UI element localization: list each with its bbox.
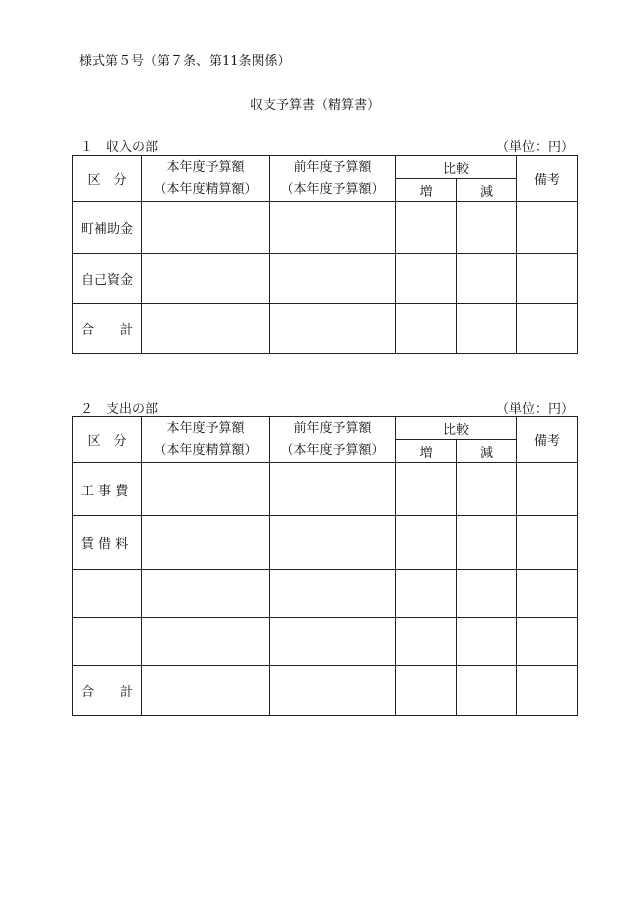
cell xyxy=(396,618,457,666)
cell xyxy=(517,304,578,354)
row-label: 町補助金 xyxy=(73,202,142,254)
cell xyxy=(457,202,517,254)
cell xyxy=(270,570,396,618)
cell xyxy=(142,202,270,254)
row-label xyxy=(73,618,142,666)
header-increase: 増 xyxy=(396,440,457,463)
cell xyxy=(270,666,396,716)
cell xyxy=(142,516,270,570)
header-remarks: 備考 xyxy=(517,156,578,202)
table-row xyxy=(73,666,578,716)
cell xyxy=(270,304,396,354)
cell xyxy=(457,570,517,618)
table-row xyxy=(73,516,578,570)
cell xyxy=(396,570,457,618)
cell xyxy=(457,618,517,666)
cell xyxy=(517,463,578,516)
cell xyxy=(457,516,517,570)
income-section-heading: １ 収入の部 xyxy=(80,140,159,155)
cell xyxy=(270,254,396,304)
cell xyxy=(396,516,457,570)
income-table xyxy=(72,155,578,354)
form-number: 様式第５号（第７条、第11条関係） xyxy=(79,54,291,69)
cell xyxy=(396,254,457,304)
cell xyxy=(142,304,270,354)
expense-unit-label: （単位：円） xyxy=(495,402,574,417)
cell xyxy=(457,254,517,304)
table-row xyxy=(73,304,578,354)
table-row xyxy=(73,202,578,254)
cell xyxy=(517,516,578,570)
cell xyxy=(270,516,396,570)
header-category: 区 分 xyxy=(73,156,142,202)
header-decrease: 減 xyxy=(457,179,517,202)
expense-section-heading: ２ 支出の部 xyxy=(80,402,159,417)
cell xyxy=(396,304,457,354)
table-row xyxy=(73,254,578,304)
document-title: 収支予算書（精算書） xyxy=(249,98,380,113)
row-label: 自己資金 xyxy=(73,254,142,304)
header-comparison: 比較 xyxy=(396,156,517,179)
table-row xyxy=(73,570,578,618)
cell xyxy=(457,304,517,354)
header-comparison: 比較 xyxy=(396,417,517,440)
cell xyxy=(142,570,270,618)
table-row xyxy=(73,618,578,666)
row-label-total: 合 計 xyxy=(73,304,142,354)
cell xyxy=(517,618,578,666)
cell xyxy=(517,666,578,716)
header-remarks: 備考 xyxy=(517,417,578,463)
header-previous-budget: 前年度予算額 （本年度予算額） xyxy=(270,156,396,202)
cell xyxy=(517,570,578,618)
cell xyxy=(457,463,517,516)
header-current-budget: 本年度予算額 （本年度精算額） xyxy=(142,417,270,463)
header-category: 区 分 xyxy=(73,417,142,463)
cell xyxy=(142,254,270,304)
cell xyxy=(270,618,396,666)
cell xyxy=(142,463,270,516)
row-label-total: 合 計 xyxy=(73,666,142,716)
cell xyxy=(396,463,457,516)
header-increase: 増 xyxy=(396,179,457,202)
cell xyxy=(517,202,578,254)
header-previous-budget: 前年度予算額 （本年度予算額） xyxy=(270,417,396,463)
cell xyxy=(270,202,396,254)
cell xyxy=(270,463,396,516)
cell xyxy=(457,666,517,716)
expense-table xyxy=(72,416,578,716)
row-label: 賃 借 料 xyxy=(73,516,142,570)
cell xyxy=(396,202,457,254)
cell xyxy=(142,666,270,716)
header-decrease: 減 xyxy=(457,440,517,463)
cell xyxy=(396,666,457,716)
cell xyxy=(517,254,578,304)
income-unit-label: （単位：円） xyxy=(495,140,574,155)
row-label xyxy=(73,570,142,618)
table-row xyxy=(73,463,578,516)
cell xyxy=(142,618,270,666)
header-current-budget: 本年度予算額 （本年度精算額） xyxy=(142,156,270,202)
row-label: 工 事 費 xyxy=(73,463,142,516)
